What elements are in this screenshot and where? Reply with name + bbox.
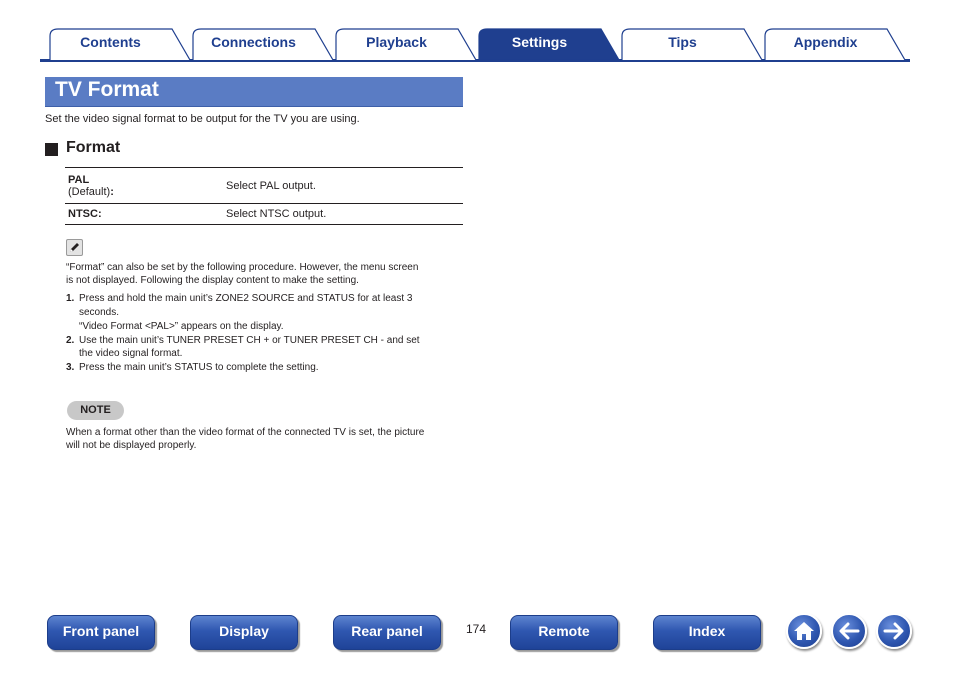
format-option-pal [65, 168, 223, 204]
square-bullet-icon [45, 143, 58, 156]
note-line: will not be displayed properly. [66, 440, 197, 451]
step-line: Press the main unit’s STATUS to complete the setting. [79, 361, 319, 373]
tab-label-connections: Connections [211, 34, 296, 50]
tab-contents[interactable] [44, 28, 191, 60]
format-option-ntsc [65, 204, 223, 225]
step-line: the video signal format. [79, 348, 183, 359]
tab-label-contents: Contents [80, 34, 141, 50]
tab-label-appendix: Appendix [793, 34, 858, 50]
step-subtext: “Video Format <PAL>” appears on the display. [79, 321, 284, 332]
step-line: seconds. [79, 306, 120, 318]
back-arrow-icon [838, 620, 860, 642]
home-icon [793, 620, 815, 642]
default-colon: : [110, 185, 114, 198]
home-button[interactable] [786, 613, 822, 649]
step-number: 2. [66, 334, 75, 346]
step-line: Press and hold the main unit’s ZONE2 SOURCE and STATUS for at least 3 [79, 293, 413, 304]
remote-button[interactable]: Remote [510, 615, 618, 650]
tab-playback[interactable] [330, 28, 477, 60]
top-tab-bar [40, 26, 910, 62]
default-label: (Default) [68, 185, 111, 198]
display-button[interactable]: Display [190, 615, 298, 650]
tab-connections[interactable] [187, 28, 334, 60]
tab-label-tips: Tips [668, 34, 697, 50]
intro-text: Set the video signal format to be output for the TV you are using. [45, 113, 360, 125]
page-title-bar [45, 77, 463, 107]
table-row-pal [65, 168, 463, 204]
format-key-ntsc: NTSC: [68, 208, 102, 220]
page-title: TV Format [55, 78, 159, 101]
step-item [66, 334, 466, 361]
table-row-ntsc [65, 204, 463, 225]
note-badge: NOTE [67, 401, 124, 420]
section-title: Format [66, 139, 121, 156]
forward-button[interactable] [876, 613, 912, 649]
memo-line: is not displayed. Following the display content to make the setting. [66, 275, 359, 286]
step-number: 1. [66, 293, 75, 304]
procedure-steps [66, 292, 466, 374]
index-button[interactable]: Index [653, 615, 761, 650]
format-desc-pal: Select PAL output. [223, 168, 463, 204]
step-item [66, 361, 466, 375]
note-line: When a format other than the video format of the connected TV is set, the picture [66, 427, 425, 438]
tab-appendix[interactable] [759, 28, 906, 60]
tab-label-playback: Playback [366, 34, 427, 50]
format-desc-ntsc: Select NTSC output. [223, 204, 463, 225]
forward-arrow-icon [883, 620, 905, 642]
step-item [66, 292, 466, 334]
front-panel-button[interactable]: Front panel [47, 615, 155, 650]
page-number: 174 [466, 622, 487, 636]
tab-label-settings: Settings [511, 34, 568, 50]
tab-tips[interactable] [616, 28, 763, 60]
pencil-icon [66, 239, 83, 256]
format-table [65, 167, 463, 225]
tab-settings[interactable] [473, 28, 620, 60]
format-key-pal: PAL [68, 173, 90, 186]
rear-panel-button[interactable]: Rear panel [333, 615, 441, 650]
back-button[interactable] [831, 613, 867, 649]
step-line: Use the main unit’s TUNER PRESET CH + or TUNER PRESET CH - and set [79, 334, 420, 346]
memo-line: “Format” can also be set by the following procedure. However, the menu screen [66, 262, 419, 273]
step-number: 3. [66, 361, 75, 373]
note-text [66, 426, 466, 452]
memo-text [66, 261, 466, 287]
